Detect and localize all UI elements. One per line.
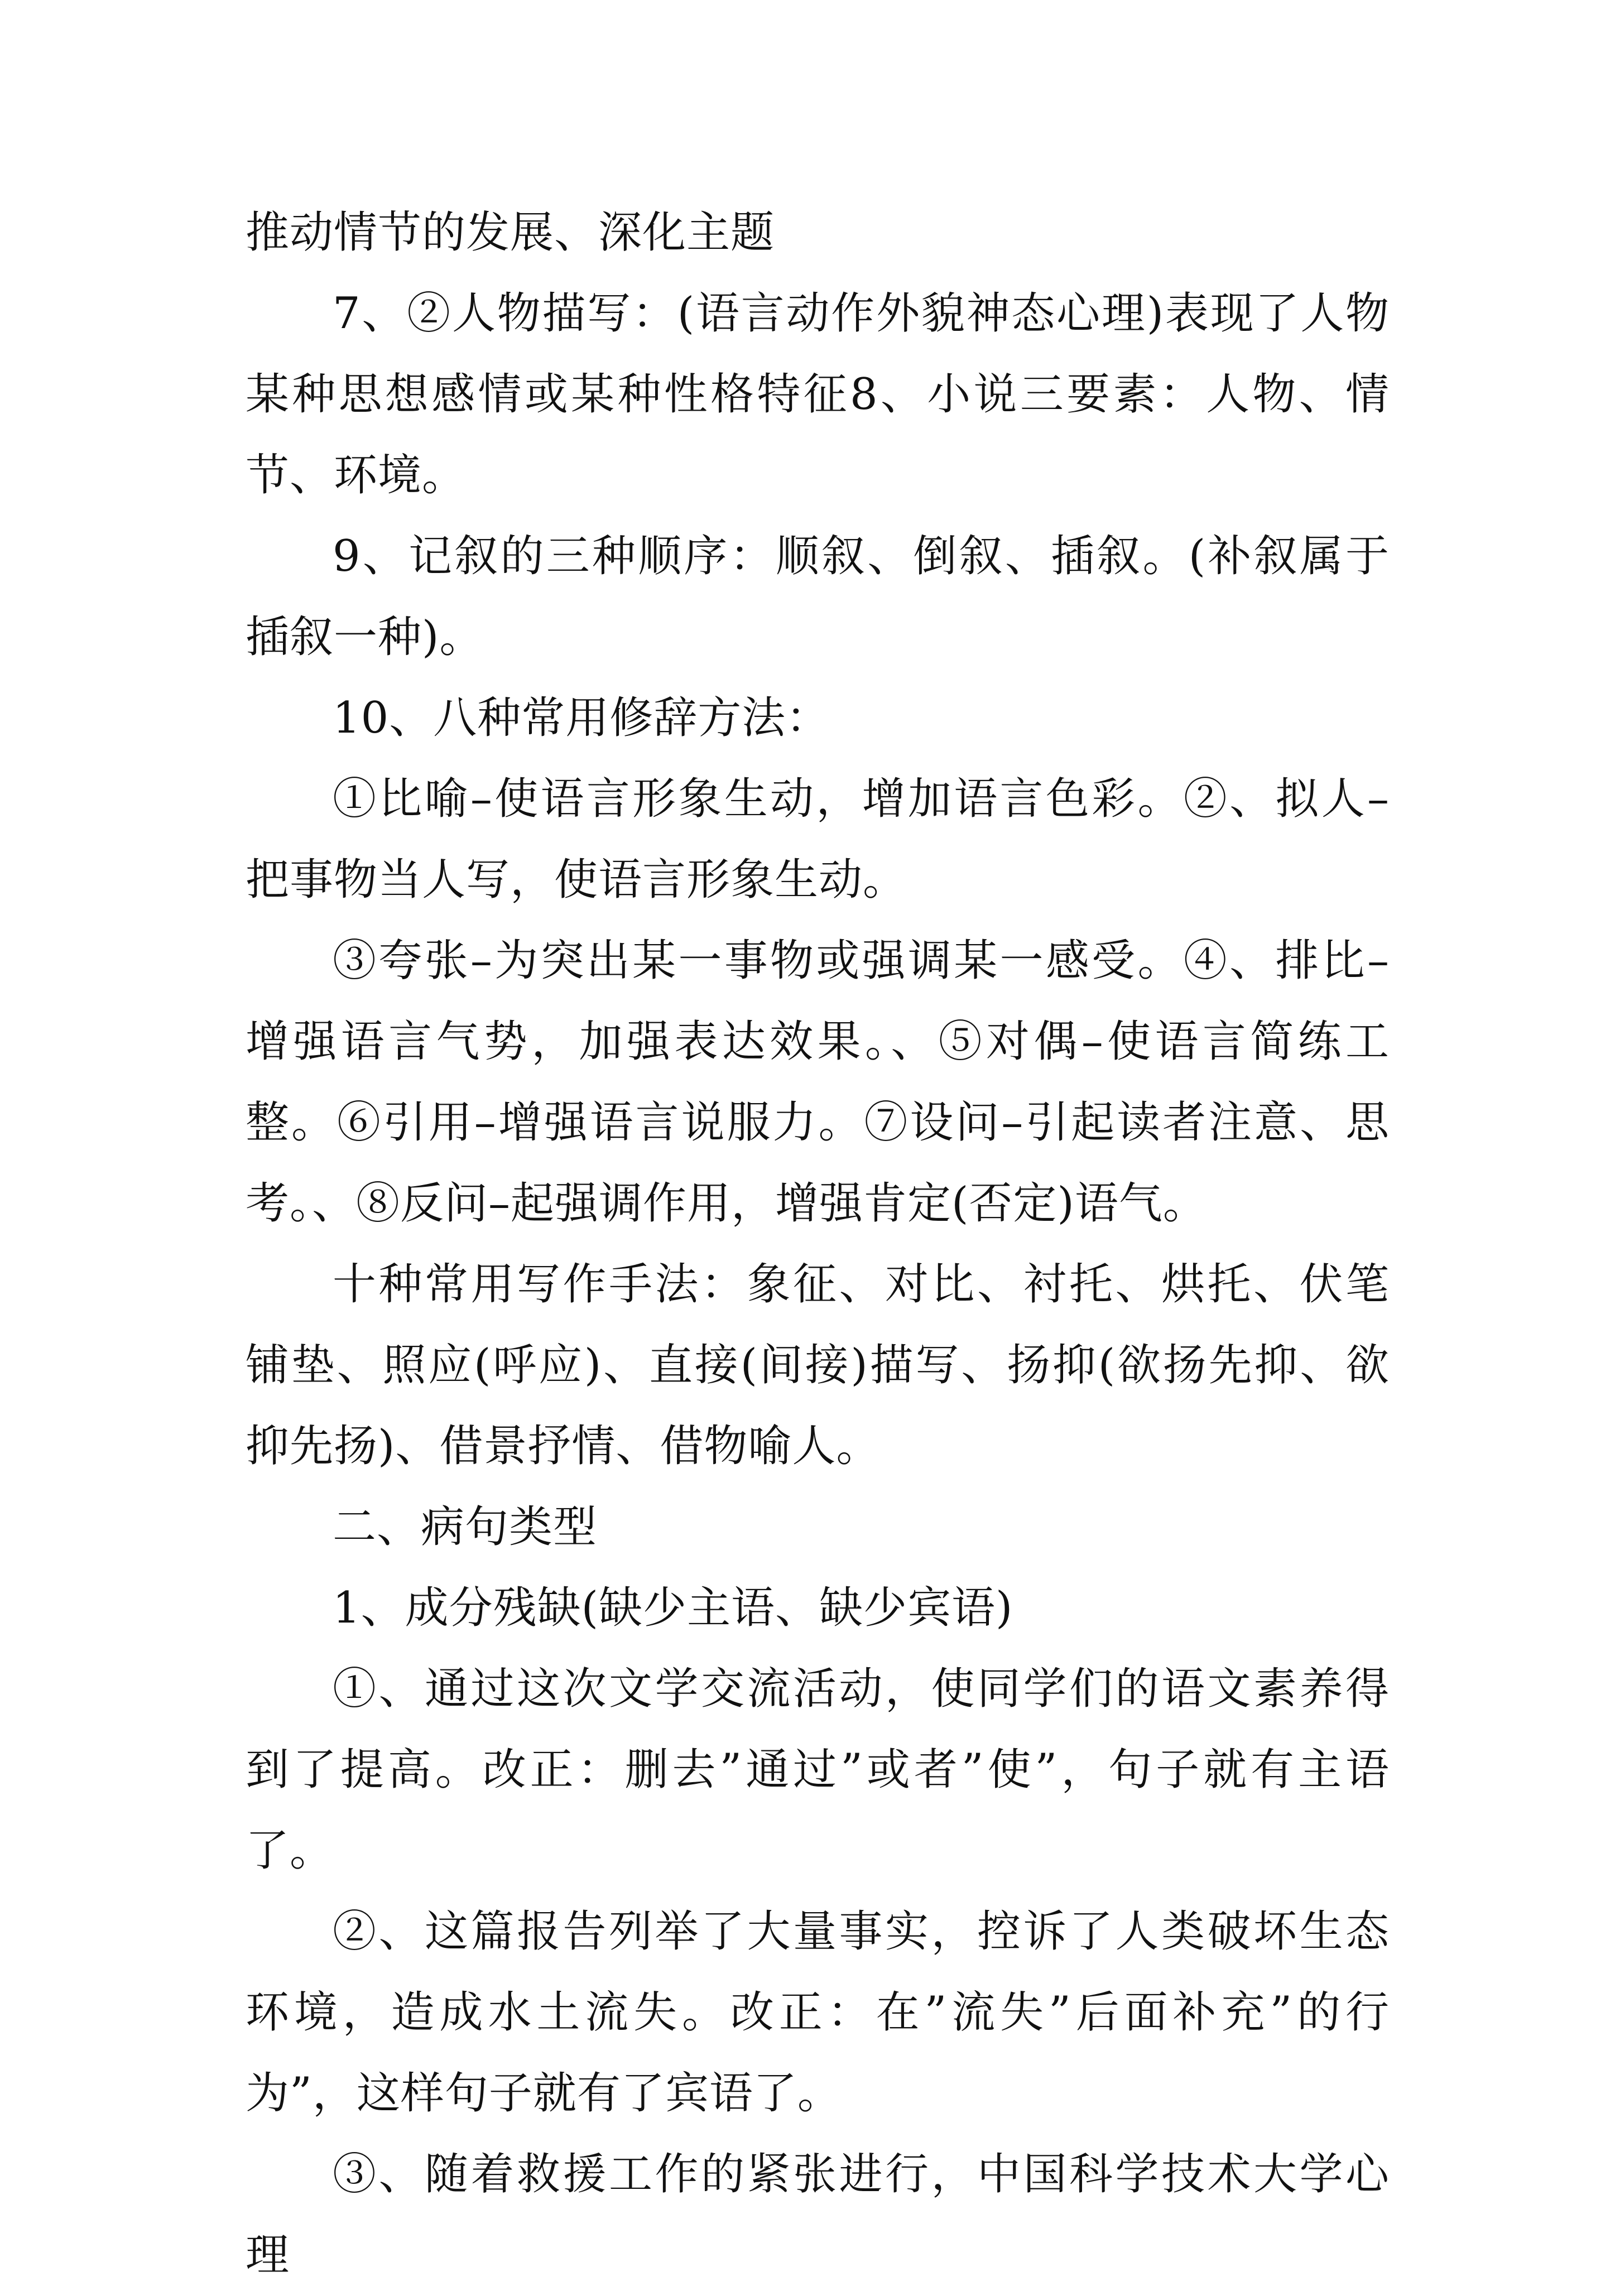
paragraph-10: ①、通过这次文学交流活动，使同学们的语文素养得到了提高。改正：删去”通过”或者”使”，句子就有主语了。 — [246, 1664, 1390, 1876]
document-body — [246, 192, 1390, 2296]
paragraph-4: 10、八种常用修辞方法： — [333, 693, 830, 743]
paragraph-6: ③夸张–为突出某一事物或强调某一感受。④、排比–增强语言气势，加强表达效果。、⑤对偶–使语言简练工整。⑥引用–增强语言说服力。⑦设问–引起读者注意、思考。、⑧反问–起强调作用，增强肯定(否定)语气。 — [246, 936, 1390, 1229]
paragraph-5: ①比喻–使语言形象生动，增加语言色彩。②、拟人–把事物当人写，使语言形象生动。 — [246, 774, 1390, 905]
paragraph-11: ②、这篇报告列举了大量事实，控诉了人类破坏生态环境，造成水土流失。改正：在”流失”后面补充”的行为”，这样句子就有了宾语了。 — [246, 1907, 1390, 2119]
paragraph-8: 二、病句类型 — [333, 1502, 598, 1552]
paragraph-3: 9、记叙的三种顺序：顺叙、倒叙、插叙。(补叙属于插叙一种)。 — [246, 531, 1390, 662]
paragraph-12: ③、随着救援工作的紧张进行，中国科学技术大学心理 — [246, 2149, 1390, 2280]
paragraph-7: 十种常用写作手法：象征、对比、衬托、烘托、伏笔铺垫、照应(呼应)、直接(间接)描写、扬抑(欲扬先抑、欲抑先扬)、借景抒情、借物喻人。 — [246, 1259, 1390, 1471]
paragraph-1: 推动情节的发展、深化主题 — [246, 208, 775, 258]
paragraph-9: 1、成分残缺(缺少主语、缺少宾语) — [333, 1583, 1013, 1633]
paragraph-2: 7、②人物描写：(语言动作外貌神态心理)表现了人物某种思想感情或某种性格特征8、小说三要素：人物、情节、环境。 — [246, 288, 1390, 500]
